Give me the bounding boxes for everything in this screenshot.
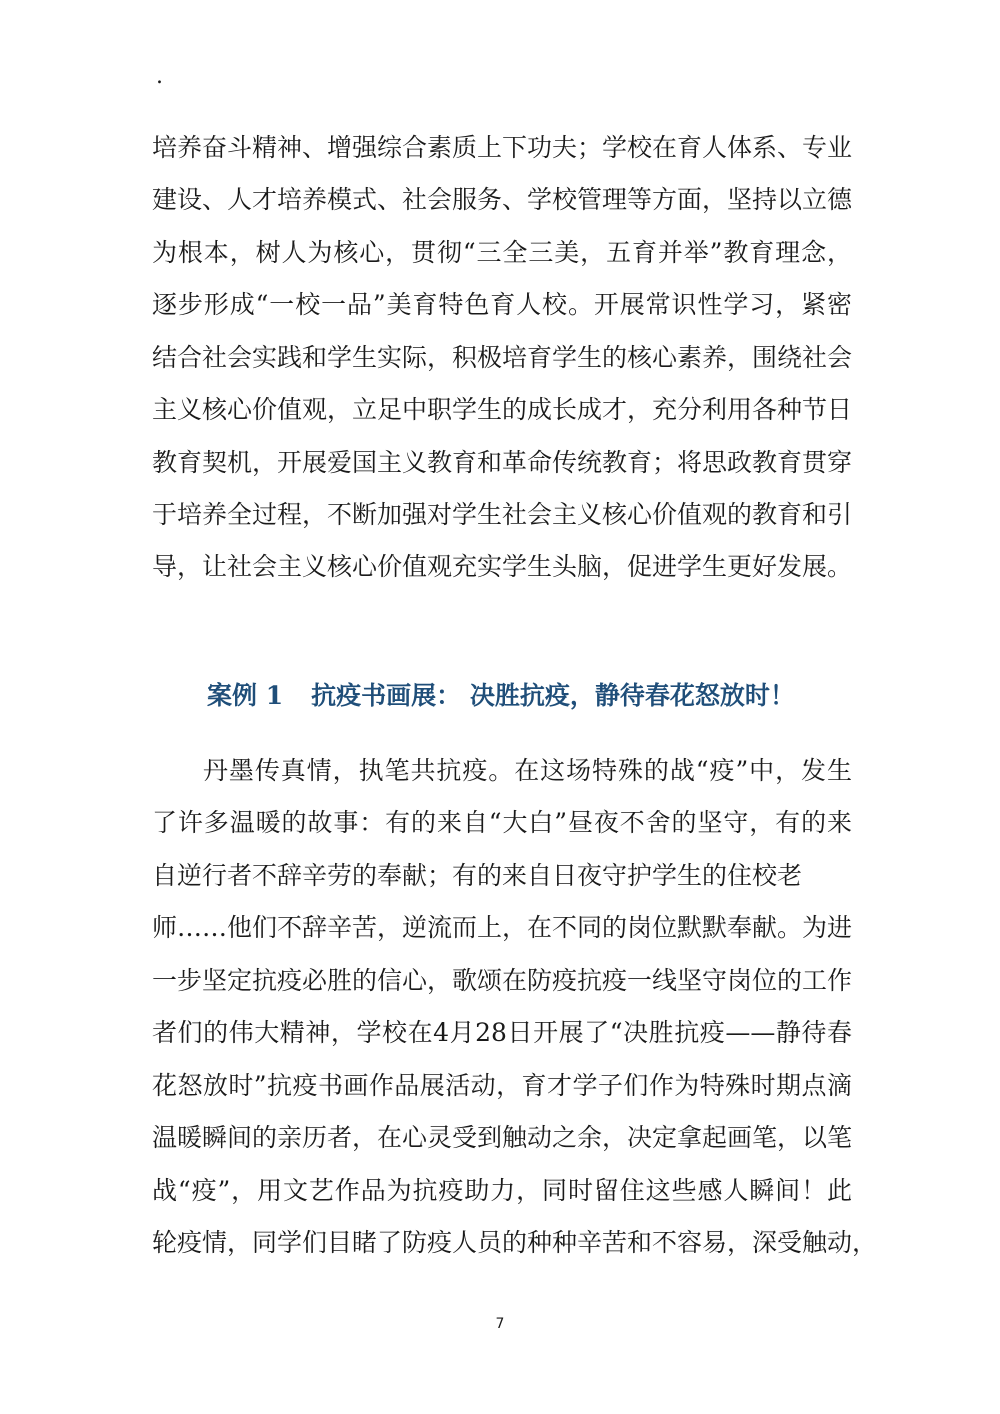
case-heading-label: 案例 1 [207,681,284,710]
case-line: 丹墨传真情，执笔共抗疫。在这场特殊的战“疫”中，发生 [203,756,852,785]
case-line: 战“疫”，用文艺作品为抗疫助力，同时留住这些感人瞬间！此 [152,1176,852,1205]
intro-line: 导，让社会主义核心价值观充实学生头脑，促进学生更好发展。 [152,552,853,581]
case-line: 自逆行者不辞辛劳的奉献；有的来自日夜守护学生的住校老 [152,861,803,890]
case-line: 者们的伟大精神，学校在4月28日开展了“决胜抗疫——静待春 [152,1018,852,1047]
case-line: 轮疫情，同学们目睹了防疫人员的种种辛苦和不容易，深受触动， [152,1228,878,1257]
intro-line: 建设、人才培养模式、社会服务、学校管理等方面，坚持以立德 [152,185,853,214]
case-line: 了许多温暖的故事：有的来自“大白”昼夜不舍的坚守，有的来 [152,808,852,837]
intro-line: 于培养全过程，不断加强对学生社会主义核心价值观的教育和引 [152,500,853,529]
intro-line: 逐步形成“一校一品”美育特色育人校。开展常识性学习，紧密 [152,290,852,319]
case-line: 师……他们不辞辛苦，逆流而上，在不同的岗位默默奉献。为进 [152,913,853,942]
intro-line: 主义核心价值观，立足中职学生的成长成才，充分利用各种节日 [152,395,853,424]
header-mark: . [156,64,163,89]
intro-line: 培养奋斗精神、增强综合素质上下功夫；学校在育人体系、专业 [152,133,853,162]
intro-line: 结合社会实践和学生实际，积极培育学生的核心素养，围绕社会 [152,343,853,372]
case-heading-title: 抗疫书画展： 决胜抗疫，静待春花怒放时！ [311,681,795,710]
case-line: 花怒放时”抗疫书画作品展活动，育才学子们作为特殊时期点滴 [152,1071,852,1100]
case-line: 一步坚定抗疫必胜的信心，歌颂在防疫抗疫一线坚守岗位的工作 [152,966,853,995]
page-number: 7 [495,1316,505,1332]
intro-line: 为根本，树人为核心，贯彻“三全三美，五育并举”教育理念， [152,238,852,267]
intro-line: 教育契机，开展爱国主义教育和革命传统教育；将思政教育贯穿 [152,448,853,477]
case-heading [207,680,795,712]
case-line: 温暖瞬间的亲历者，在心灵受到触动之余，决定拿起画笔，以笔 [152,1123,853,1152]
